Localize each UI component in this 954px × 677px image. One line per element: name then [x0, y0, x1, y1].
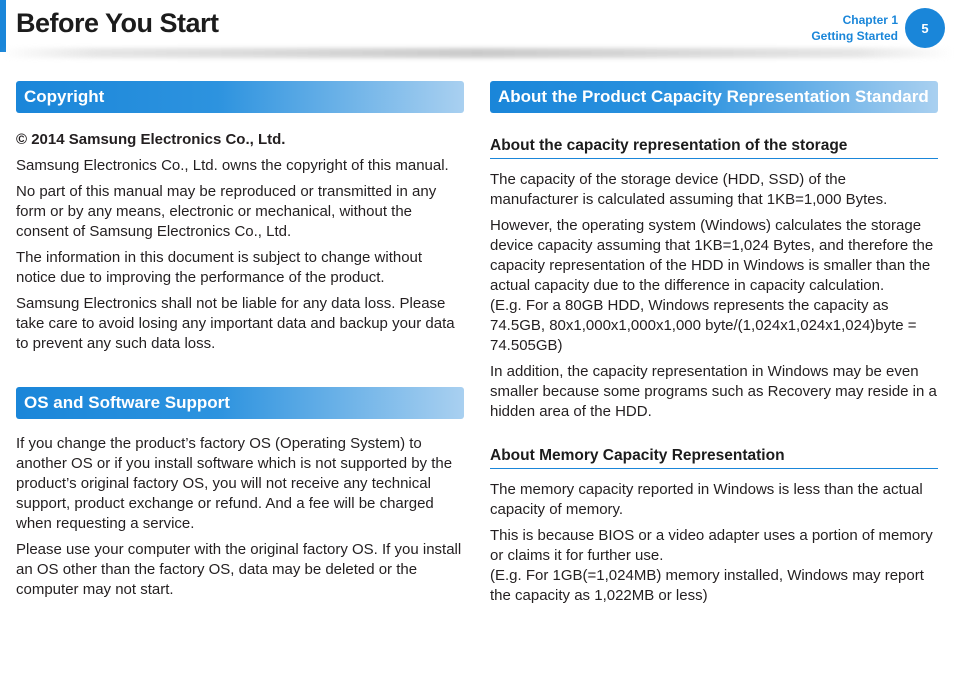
header-divider: [0, 48, 954, 58]
copyright-paragraph: The information in this document is subject to change without notice due to improving the performance of the product.: [16, 249, 423, 286]
storage-example: (E.g. For a 80GB HDD, Windows represents the capacity as 74.5GB, 80x1,000x1,000x1,000 byte/(1,024x1,024x1,024)byte = 74.505GB): [490, 297, 917, 354]
right-column: [490, 81, 938, 612]
chapter-title: Getting Started: [811, 29, 898, 43]
os-support-paragraph: If you change the product’s factory OS (Operating System) to another OS or if you install software which is not supported by the product’s original factory OS, you will not receive any technical support, product exchange or refund. And a fee will be charged when requesting a service.: [16, 435, 453, 532]
copyright-paragraph: Samsung Electronics shall not be liable for any data loss. Please take care to avoid losing any important data and backup your data to prevent any such data loss.: [16, 295, 455, 352]
copyright-heading: Copyright: [16, 81, 464, 113]
memory-subheading: About Memory Capacity Representation: [490, 447, 938, 469]
copyright-paragraph: Samsung Electronics Co., Ltd. owns the copyright of this manual.: [16, 157, 449, 174]
os-support-paragraph: Please use your computer with the original factory OS. If you install an OS other than the factory OS, data may be deleted or the computer may not start.: [16, 541, 462, 598]
left-column: [16, 81, 464, 606]
chapter-label: [811, 12, 898, 44]
copyright-owner: © 2014 Samsung Electronics Co., Ltd.: [16, 131, 286, 148]
os-support-heading: OS and Software Support: [16, 387, 464, 419]
memory-example: (E.g. For 1GB(=1,024MB) memory installed, Windows may report the capacity as 1,022MB or less): [490, 567, 924, 604]
chapter-number: Chapter 1: [842, 13, 898, 27]
storage-paragraph: The capacity of the storage device (HDD, SSD) of the manufacturer is calculated assuming that 1KB=1,000 Bytes.: [490, 171, 888, 208]
capacity-standard-heading: About the Product Capacity Representation Standard: [490, 81, 938, 113]
storage-subheading: About the capacity representation of the storage: [490, 137, 938, 159]
page-title: Before You Start: [16, 8, 219, 38]
copyright-paragraph: No part of this manual may be reproduced or transmitted in any form or by any means, electronic or mechanical, without the consent of Samsung Electronics Co., Ltd.: [16, 183, 437, 240]
storage-paragraph: However, the operating system (Windows) calculates the storage device capacity assuming that 1KB=1,024 Bytes, and therefore the capacity representation of the HDD in Windows is smaller than the actual capacity due to the difference in capacity calculation.: [490, 217, 934, 294]
storage-paragraph: In addition, the capacity representation in Windows may be even smaller because some programs such as Recovery may reside in a hidden area of the HDD.: [490, 363, 937, 420]
memory-paragraph: This is because BIOS or a video adapter uses a portion of memory or claims it for further use.: [490, 527, 933, 564]
memory-paragraph: The memory capacity reported in Windows is less than the actual capacity of memory.: [490, 481, 923, 518]
header-accent-bar: [0, 0, 6, 52]
page-number-badge: 5: [905, 8, 945, 48]
